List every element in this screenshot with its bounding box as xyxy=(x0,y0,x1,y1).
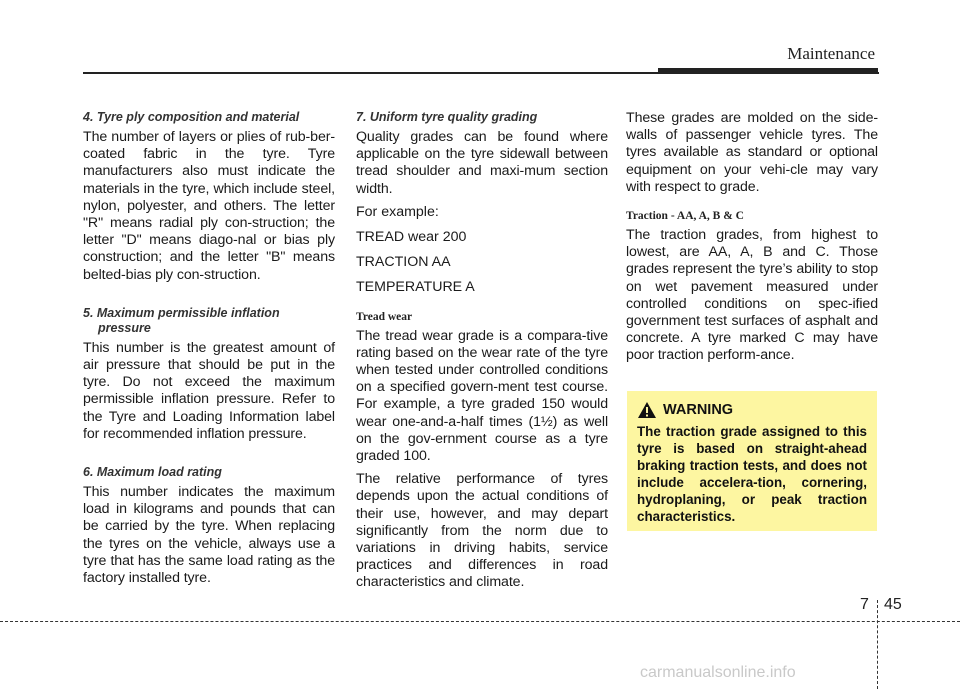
column-left xyxy=(83,110,335,593)
section-4-title: 4. Tyre ply composition and material xyxy=(83,110,300,124)
tread-wear-heading: Tread wear xyxy=(356,310,413,323)
footer-rule xyxy=(0,621,960,622)
section-7-title: 7. Uniform tyre quality grading xyxy=(356,110,538,124)
example-tread: TREAD wear 200 xyxy=(356,229,467,246)
warning-triangle-icon xyxy=(637,401,657,419)
tread-wear-text-1: The tread wear grade is a compara-tive rating based on the wear rate of the tyre when tested under controlled conditions on a specified govern-ment test course. For example, a tyre graded 150 would wear one-and-a-half times (1½) as well on the gov-ernment course as a tyre graded 100. xyxy=(356,327,608,465)
example-temperature: TEMPERATURE A xyxy=(356,279,475,296)
section-6-text: This number indicates the maximum load in kilograms and pounds that can be carried by the tyre. When replacing the tyres on the vehicle, always use a tyre that has the same load rating as the factory installed tyre. xyxy=(83,484,335,587)
tread-wear-text-2: The relative performance of tyres depends upon the actual conditions of their use, however, and may depart significantly from the norm due to variations in driving habits, service practices and differences in road characteristics and climate. xyxy=(356,471,608,591)
traction-heading: Traction - AA, A, B & C xyxy=(626,210,744,223)
section-5-text: This number is the greatest amount of air pressure that should be put in the tyre. Do not exceed the maximum permissible inflation pressure. Refer to the Tyre and Loading Information label for recommended inflation pressure. xyxy=(83,339,335,442)
section-7-text: Quality grades can be found where applicable on the tyre sidewall between tread shoulder and maxi-mum section width. xyxy=(356,129,608,197)
section-5-title: 5. Maximum permissible inflation pressure xyxy=(83,305,280,335)
section-6-title: 6. Maximum load rating xyxy=(83,465,222,480)
warning-title: WARNING xyxy=(663,402,734,418)
column-right xyxy=(626,110,878,371)
warning-box xyxy=(627,391,877,531)
page-number: 45 xyxy=(884,596,902,613)
section-4-text: The number of layers or plies of rub-ber-coated fabric in the tyre. Tyre manufacturers also must indicate the materials in the tyre, which include steel, nylon, polyester, and others. The letter "R" means radial ply con-struction; the letter "D" means diago-nal or bias ply construction; and the letter "B" means belted-bias ply con-struction. xyxy=(83,129,335,283)
warning-text: The traction grade assigned to this tyre is based on straight-ahead braking traction tests, and does not include accelera-tion, cornering, hydroplaning, or peak traction characteristics. xyxy=(637,424,867,524)
traction-text: The traction grades, from highest to lowest, are AA, A, B and C. Those grades represent the tyre’s ability to stop on wet pavement measured under controlled conditions on spec-ified government test surfaces of asphalt and concrete. A tyre marked C may have poor traction perform-ance. xyxy=(626,227,878,364)
chapter-number: 7 xyxy=(860,596,869,613)
header-rule-accent xyxy=(658,68,878,74)
example-traction: TRACTION AA xyxy=(356,254,451,271)
column-middle xyxy=(356,110,608,598)
watermark: carmanualsonline.info xyxy=(640,664,796,681)
footer-divider xyxy=(877,600,878,689)
grades-text: These grades are molded on the side-walls of passenger vehicle tyres. The tyres available as standard or optional equipment on your vehi-cle may vary with respect to grade. xyxy=(626,110,878,195)
example-label: For example: xyxy=(356,203,439,220)
page-header-title: Maintenance xyxy=(787,44,875,63)
